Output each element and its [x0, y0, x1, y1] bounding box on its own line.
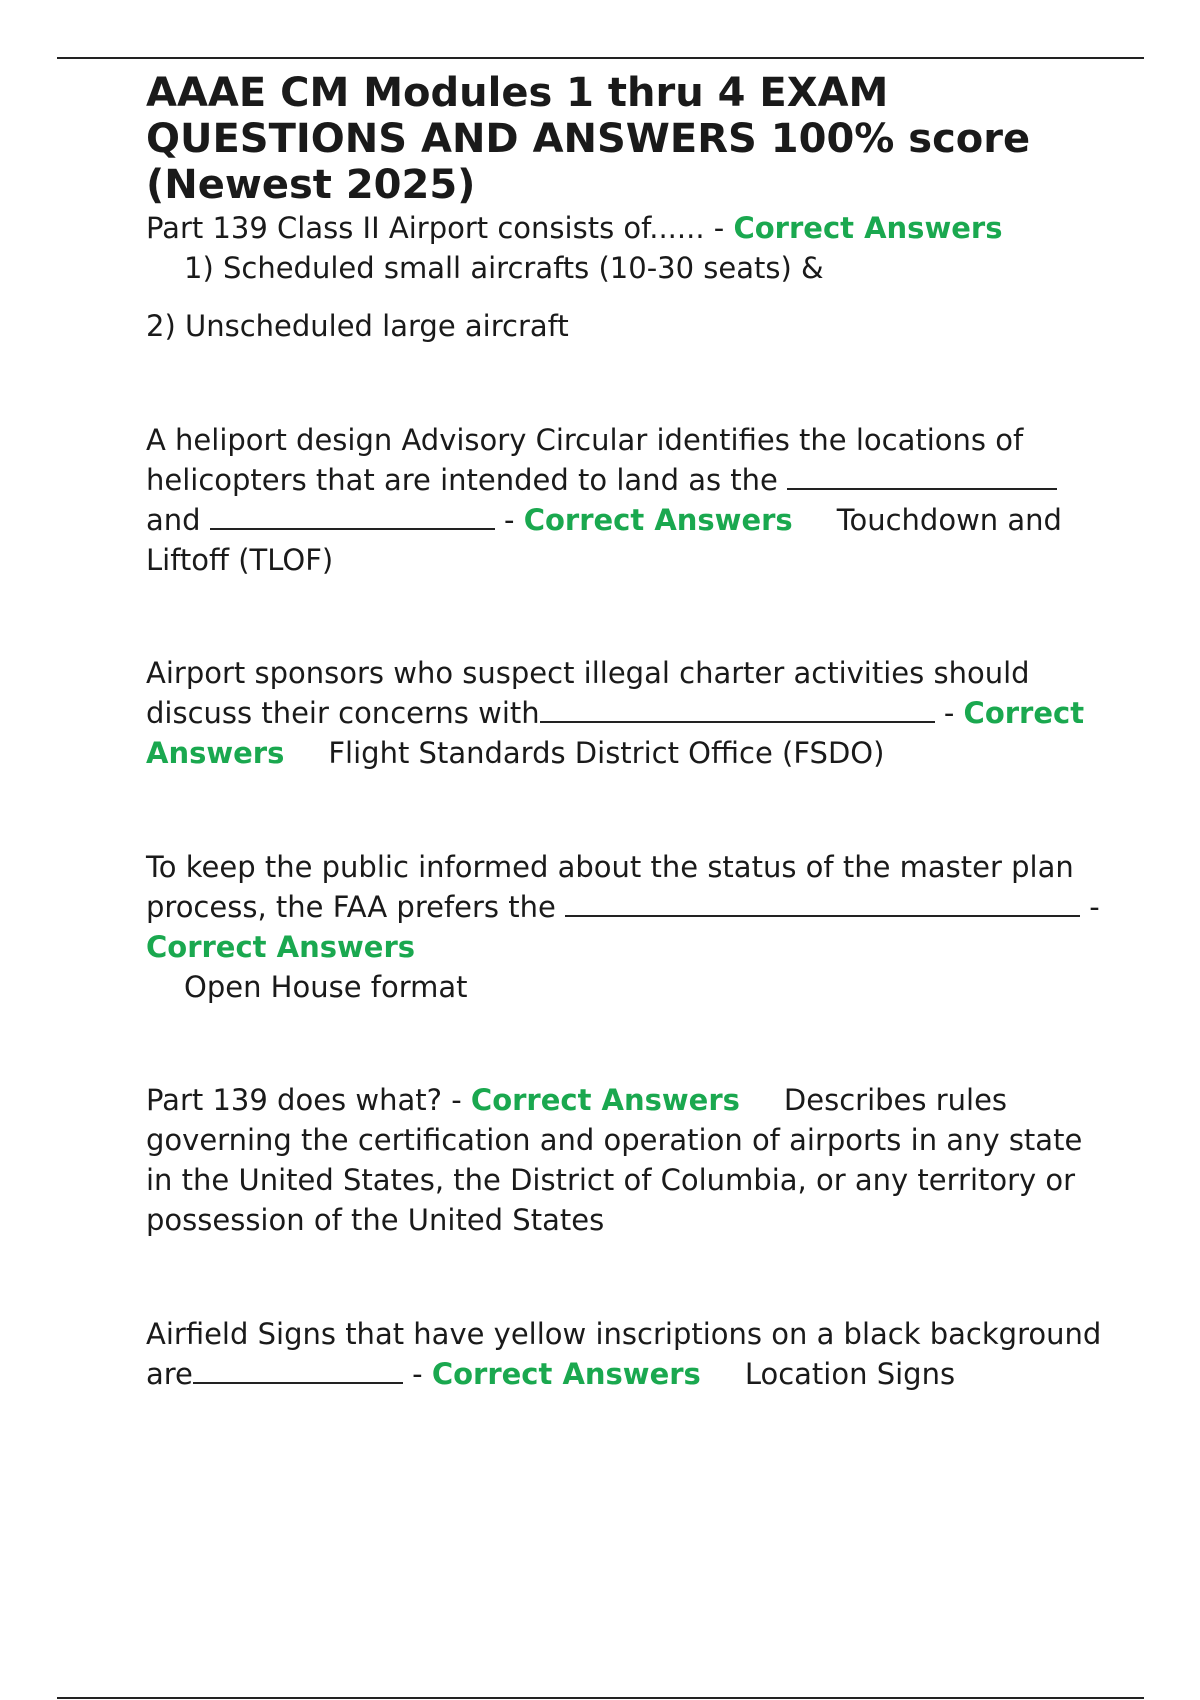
separator: - — [451, 1083, 462, 1117]
answer-blank — [540, 695, 935, 723]
separator: - — [1089, 890, 1100, 924]
correct-answers-label: Correct Answers — [146, 696, 1085, 770]
correct-answers-label: Correct Answers — [470, 1083, 740, 1117]
separator: - — [504, 503, 515, 537]
answer-blank — [565, 889, 1080, 917]
answer-text: Flight Standards District Office (FSDO) — [328, 736, 885, 770]
qa-item-3 — [146, 653, 1106, 773]
question-text: To keep the public informed about the status of the master plan process, the FAA prefers the — [146, 850, 1074, 924]
answer-blank — [787, 462, 1057, 490]
qa-item-6 — [146, 1314, 1106, 1394]
document-title: AAAE CM Modules 1 thru 4 EXAM QUESTIONS AND ANSWERS 100% score (Newest 2025) — [146, 70, 1031, 208]
answer-text: Location Signs — [744, 1357, 956, 1391]
correct-answers-label: Correct Answers — [431, 1357, 701, 1391]
answer-text: Touchdown and Liftoff (TLOF) — [146, 503, 1062, 577]
separator: - — [943, 696, 955, 730]
qa-item-5 — [146, 1080, 1106, 1240]
question-text: and — [146, 503, 201, 537]
correct-answers-label: Correct Answers — [733, 211, 1003, 245]
qa-item-2 — [146, 420, 1106, 580]
document-body — [146, 70, 1106, 1394]
correct-answers-label: Correct Answers — [146, 930, 416, 964]
answer-blank — [193, 1356, 403, 1384]
answer-text: Describes rules governing the certification and operation of airports in any state in the United States, the District of Columbia, or any territory or possession of the United States — [146, 1083, 1083, 1237]
answer-blank — [210, 502, 495, 530]
correct-answers-label: Correct Answers — [523, 503, 793, 537]
question-text: Airport sponsors who suspect illegal charter activities should discuss their concerns with — [146, 656, 1030, 730]
question-text: Part 139 Class II Airport consists of...... — [146, 211, 705, 245]
answer-text: Open House format — [184, 970, 468, 1004]
qa-item-4 — [146, 847, 1106, 1007]
question-text: Airfield Signs that have yellow inscriptions on a black background are — [146, 1317, 1102, 1391]
qa-item-1 — [146, 208, 1106, 346]
bottom-rule — [57, 1697, 1144, 1699]
question-text: A heliport design Advisory Circular identifies the locations of helicopters that are intended to land as the — [146, 423, 1024, 497]
answer-line: 2) Unscheduled large aircraft — [146, 309, 569, 343]
separator: - — [713, 211, 725, 245]
answer-line: 1) Scheduled small aircrafts (10-30 seats) & — [184, 251, 824, 285]
question-text: Part 139 does what? — [146, 1083, 442, 1117]
separator: - — [412, 1357, 423, 1391]
top-rule — [57, 57, 1144, 59]
